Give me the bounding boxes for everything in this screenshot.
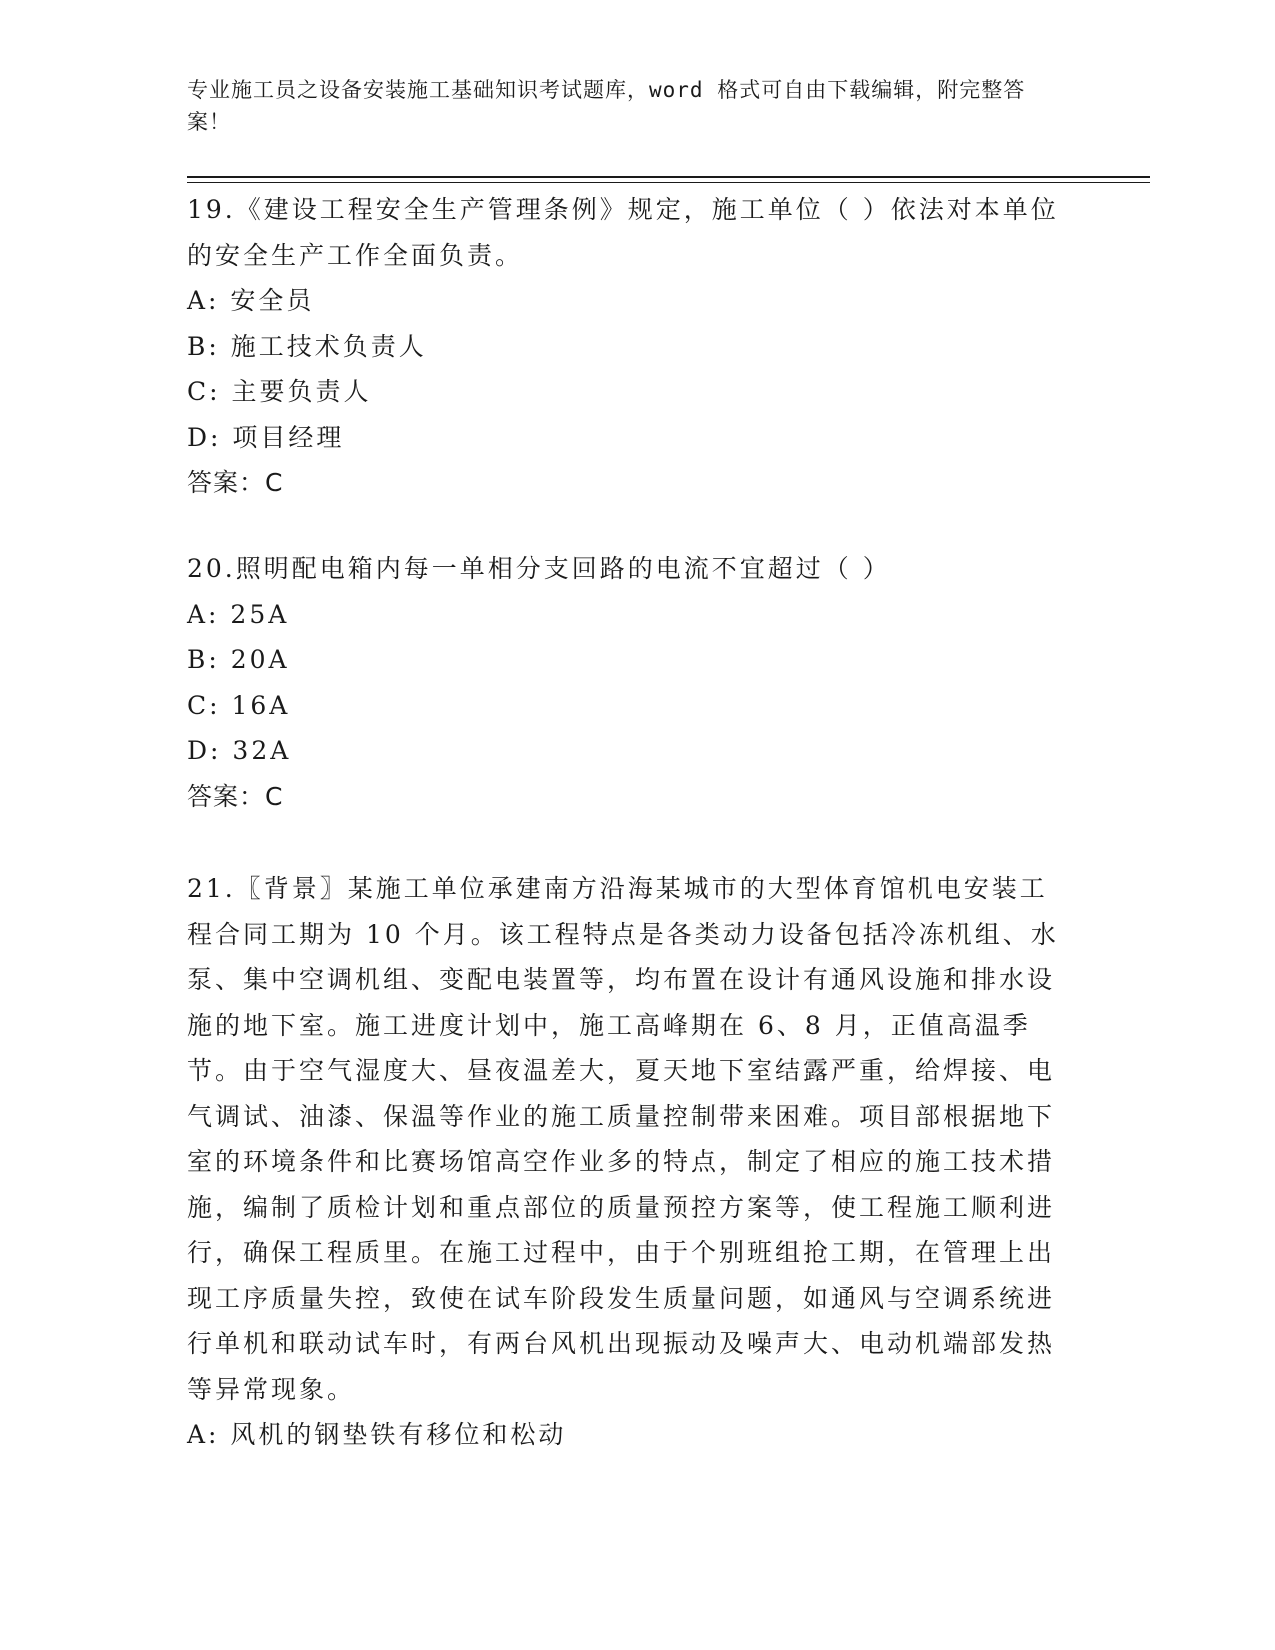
option-d: D: 项目经理	[187, 422, 345, 452]
option-d: D: 32A	[187, 736, 292, 765]
option-b: B: 施工技术负责人	[187, 331, 427, 361]
answer: 答案：C	[187, 781, 284, 811]
option-c: C: 主要负责人	[187, 377, 372, 406]
question-19	[187, 187, 1067, 506]
question-21	[187, 866, 1067, 1458]
document-header: 专业施工员之设备安装施工基础知识考试题库，word 格式可自由下载编辑，附完整答案！	[187, 78, 1026, 134]
header-divider-thick	[187, 176, 1150, 178]
option-b: B: 20A	[187, 645, 290, 674]
question-20	[187, 546, 1067, 819]
option-a: A: 25A	[187, 599, 290, 629]
option-a: A: 风机的钢垫铁有移位和松动	[187, 1420, 567, 1449]
question-stem: 20.照明配电箱内每一单相分支回路的电流不宜超过（ ）	[187, 554, 891, 583]
answer: 答案：C	[187, 468, 284, 497]
header-divider-thin	[187, 182, 1150, 183]
question-stem: 19.《建设工程安全生产管理条例》规定，施工单位（ ）依法对本单位的安全生产工作全面负责。	[187, 195, 1059, 270]
option-a: A: 安全员	[187, 286, 315, 315]
option-c: C: 16A	[187, 690, 291, 720]
question-stem: 21.〖背景〗某施工单位承建南方沿海某城市的大型体育馆机电安装工程合同工期为 10 个月。该工程特点是各类动力设备包括冷冻机组、水泵、集中空调机组、变配电装置等，均布置在设计有通风设施和排水设施的地下室。施工进度计划中，施工高峰期在 6、8 月，正值高温季节。由于空气湿度大、昼夜温差大，夏天地下室结露严重，给焊接、电气调试、油漆、保温等作业的施工质量控制带来困难。项目部根据地下室的环境条件和比赛场馆高空作业多的特点，制定了相应的施工技术措施，编制了质检计划和重点部位的质量预控方案等，使工程施工顺利进行，确保工程质里。在施工过程中，由于个别班组抢工期，在管理上出现工序质量失控，致使在试车阶段发生质量问题，如通风与空调系统进行单机和联动试车时，有两台风机出现振动及噪声大、电动机端部发热等异常现象。	[187, 874, 1059, 1404]
